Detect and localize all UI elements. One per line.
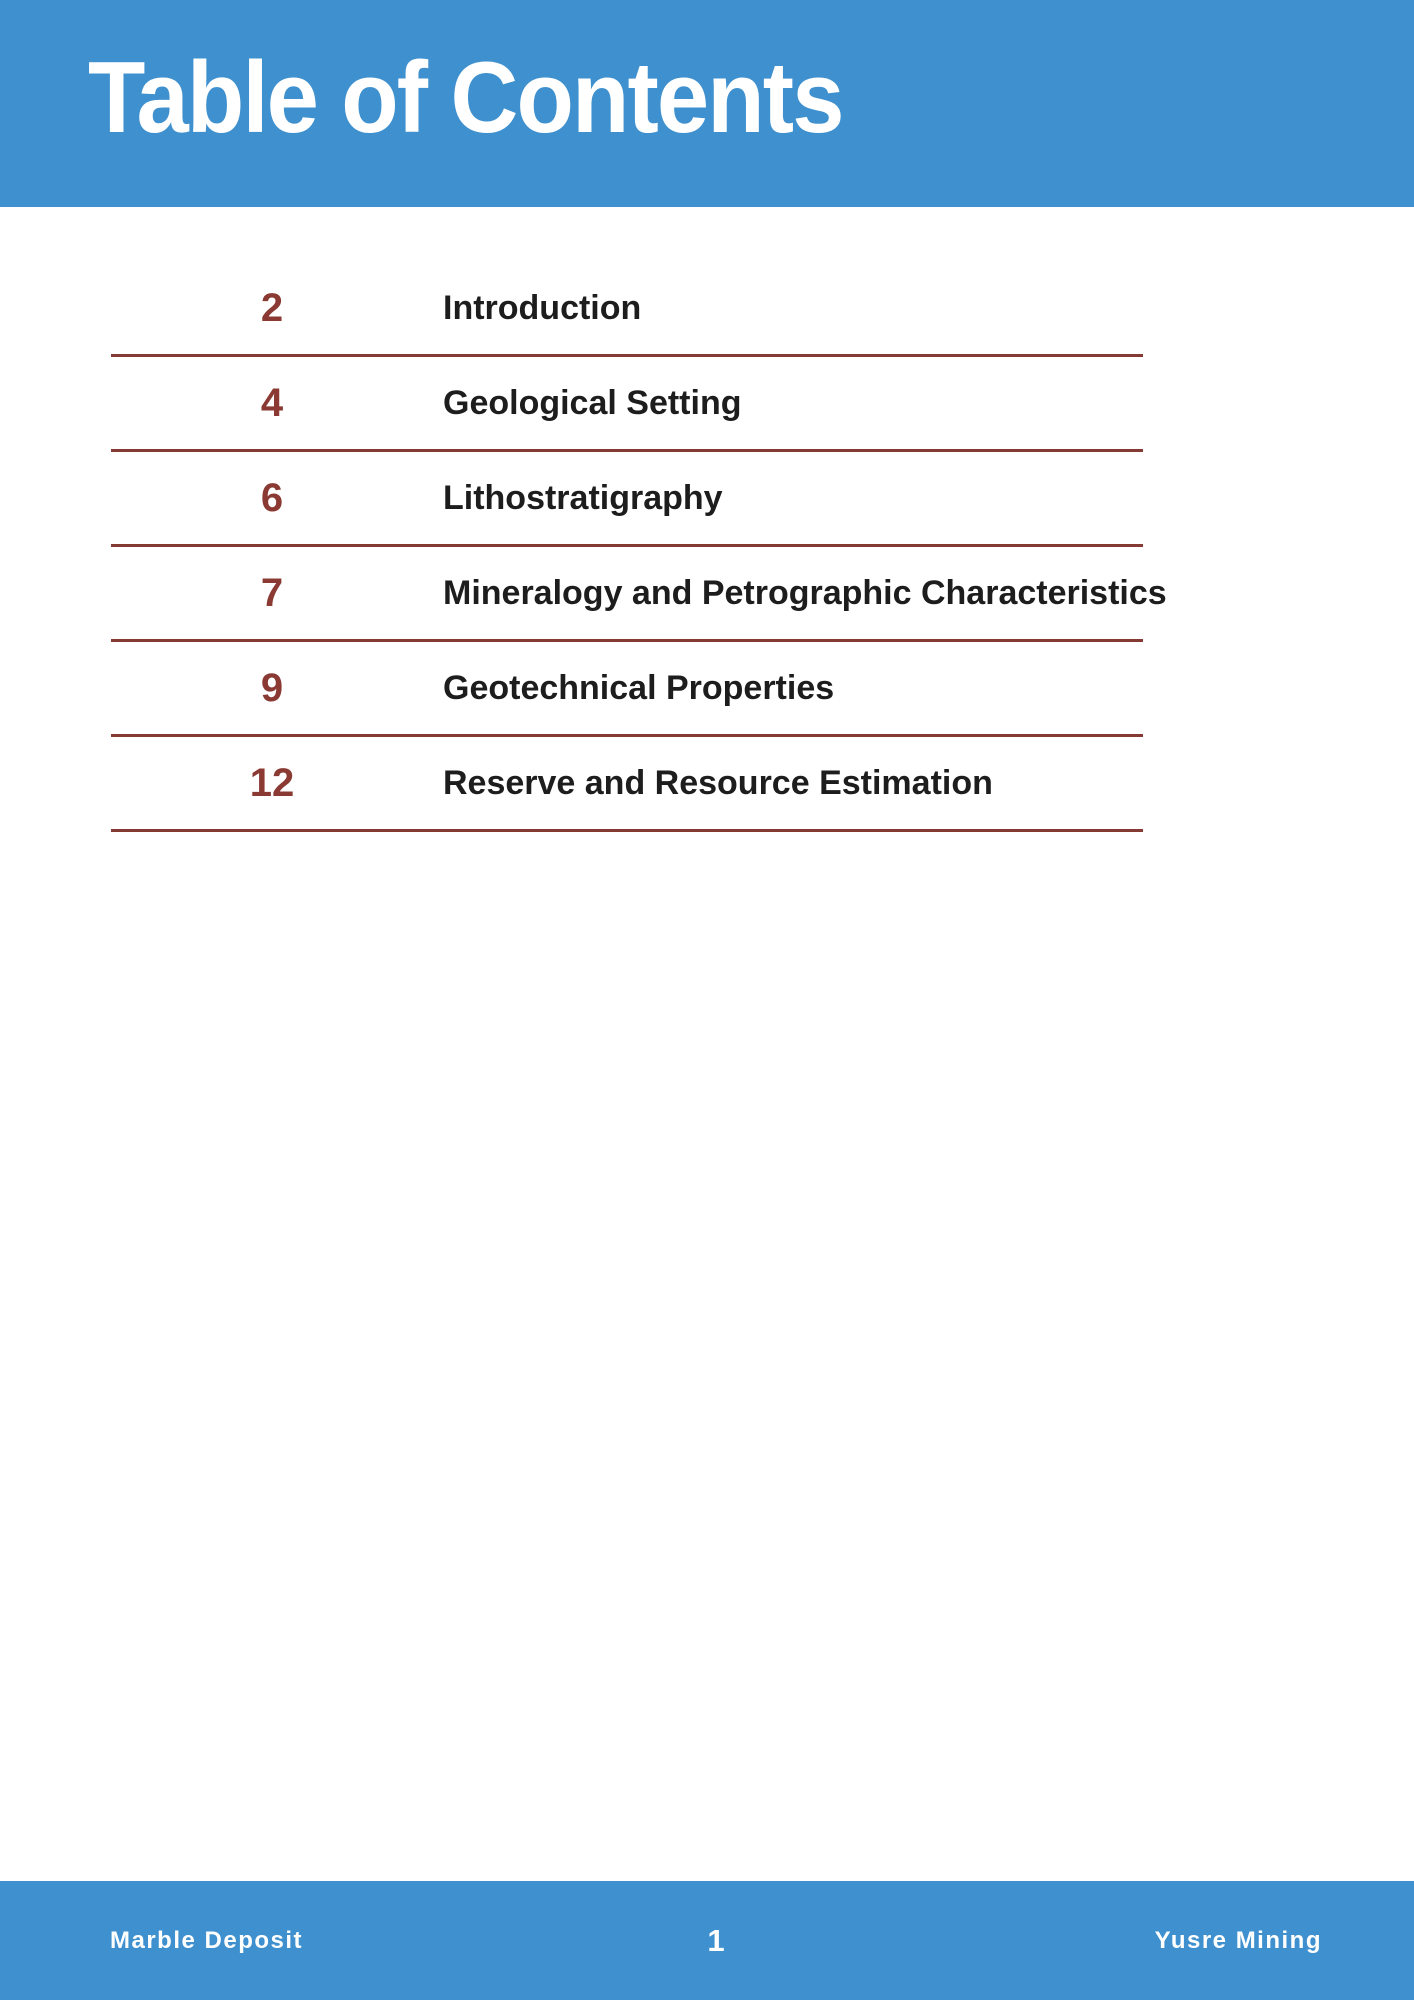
- toc-entry-page-number: 9: [260, 665, 284, 710]
- toc-row: [111, 547, 1167, 642]
- toc-entry-page-number: 6: [260, 475, 284, 520]
- footer-company-name: Yusre Mining: [1154, 1926, 1322, 1954]
- toc-row: [111, 357, 1143, 452]
- toc-entry-title: Mineralogy and Petrographic Characteristics: [443, 573, 1167, 612]
- page-title: Table of Contents: [88, 42, 843, 154]
- toc-entry-page-number: 12: [249, 760, 295, 805]
- page-footer-band: [0, 1881, 1414, 2000]
- toc-entry-title: Reserve and Resource Estimation: [443, 763, 993, 802]
- toc-entry-page-number: 4: [260, 380, 284, 425]
- footer-page-number: 1: [707, 1922, 725, 1958]
- footer-document-name: Marble Deposit: [110, 1926, 304, 1954]
- toc-entry-title: Geotechnical Properties: [443, 668, 835, 707]
- toc-row: [111, 262, 1143, 357]
- toc-row: [111, 642, 1143, 737]
- toc-list: [111, 262, 1167, 832]
- toc-entry-page-number: 2: [260, 285, 284, 330]
- toc-entry-title: Geological Setting: [443, 383, 742, 422]
- toc-entry-title: Introduction: [443, 288, 642, 327]
- toc-row: [111, 737, 1143, 832]
- toc-entry-title: Lithostratigraphy: [443, 478, 723, 517]
- toc-entry-page-number: 7: [260, 570, 284, 615]
- toc-row: [111, 452, 1143, 547]
- page-header-band: [0, 0, 1414, 207]
